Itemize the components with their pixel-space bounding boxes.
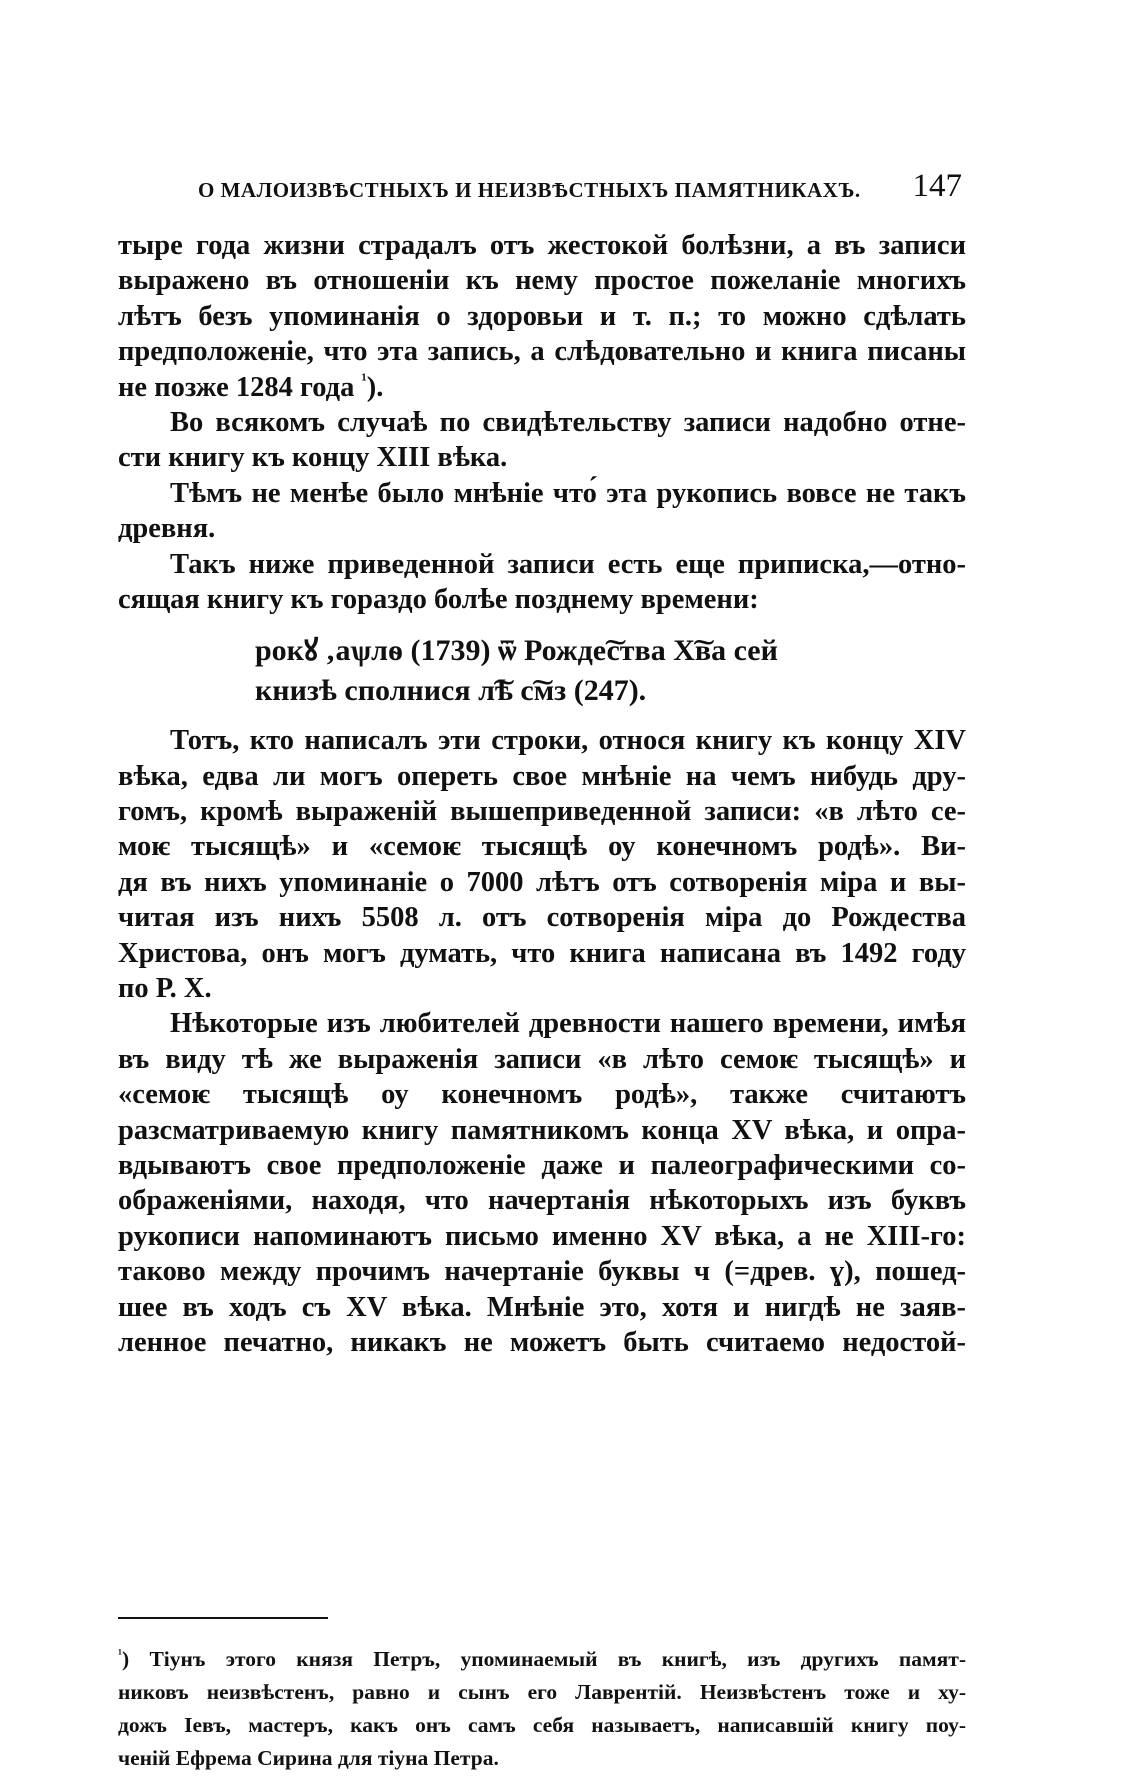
text-fragment: ) Тіунъ этого князя Петръ, упоминаемый въ книгѣ, изъ другихъ памят-	[122, 1647, 966, 1671]
footnote-line: ченій Ефрема Сирина для тіуна Петра.	[118, 1746, 499, 1770]
paragraph-5	[118, 723, 966, 1006]
text-line: «семоѥ тысящѣ оу конечномъ родѣ», также считаютъ	[118, 1079, 966, 1111]
text-line: по Р. Х.	[118, 973, 212, 1005]
quote-line: рокꙋ ‚аѱлѳ (1739) ѿ Рожде͠ства Х͠ва сей	[255, 634, 778, 668]
body-text	[118, 228, 966, 1360]
text-line: рукописи напоминаютъ письмо именно XV вѣка, а не XIII-го:	[118, 1220, 966, 1252]
text-line: дя въ нихъ упоминаніе о 7000 лѣтъ отъ сотворенія міра и вы-	[118, 866, 966, 898]
paragraph-4	[118, 547, 966, 618]
text-line: древня.	[118, 513, 216, 545]
paragraph-3	[118, 476, 966, 547]
text-line: Христова, онъ могъ думать, что книга написана въ 1492 году	[118, 937, 966, 969]
text-line: предположеніе, что эта запись, а слѣдовательно и книга писаны	[118, 336, 966, 368]
running-title: О МАЛОИЗВѢСТНЫХЪ И НЕИЗВѢСТНЫХЪ ПАМЯТНИКАХЪ.	[198, 178, 861, 202]
text-line: разсматриваемую книгу памятникомъ конца XV вѣка, и опра-	[118, 1114, 966, 1146]
running-head	[198, 168, 968, 208]
footnote-line: дожъ Іевъ, мастеръ, какъ онъ самъ себя называетъ, написавшій книгу поу-	[118, 1713, 966, 1737]
text-line: въ виду тѣ же выраженія записи «в лѣто семоѥ тысящѣ» и	[118, 1043, 966, 1075]
text-line: сящая книгу къ гораздо болѣе позднему времени:	[118, 583, 759, 615]
text-line: таково между прочимъ начертаніе буквы ч (=древ. ɣ), пошед-	[118, 1256, 966, 1288]
footnote-line	[118, 1643, 966, 1676]
text-line: вдываютъ свое предположеніе даже и палеографическими со-	[118, 1149, 966, 1181]
paragraph-1	[118, 228, 966, 405]
page-number: 147	[912, 168, 962, 204]
footnote	[118, 1643, 966, 1775]
paragraph-2	[118, 405, 966, 476]
text-line: Такъ ниже приведенной записи есть еще приписка,—отно-	[170, 548, 966, 580]
text-line	[118, 370, 966, 405]
text-line: моѥ тысящѣ» и «семоѥ тысящѣ оу конечномъ родѣ». Ви-	[118, 831, 966, 863]
text-line: ленное печатно, никакъ не можетъ быть считаемо недостой-	[118, 1326, 966, 1358]
text-line: выражено въ отношеніи къ нему простое пожеланіе многихъ	[118, 265, 966, 297]
text-line: вѣка, едва ли могъ опереть свое мнѣніе на чемъ нибудь дру-	[118, 760, 966, 792]
quote-line: книзѣ сполнися л͠ѣ с͠мз (247).	[255, 674, 647, 708]
text-line: гомъ, кромѣ выраженій вышеприведенной записи: «в лѣто се-	[118, 796, 966, 828]
footnote-mark: ¹	[118, 1645, 122, 1661]
text-line: лѣтъ безъ упоминанія о здоровьи и т. п.; то можно сдѣлать	[118, 300, 966, 332]
footnote-reference[interactable]: ¹	[361, 369, 367, 390]
text-line: Во всякомъ случаѣ по свидѣтельству записи надобно отне-	[170, 406, 966, 438]
text-line: читая изъ нихъ 5508 л. отъ сотворенія міра до Рождества	[118, 902, 966, 934]
text-line: Тотъ, кто написалъ эти строки, относя книгу къ концу XIV	[170, 725, 966, 757]
text-line: Нѣкоторые изъ любителей древности нашего времени, имѣя	[170, 1008, 966, 1040]
text-fragment: ).	[366, 371, 384, 403]
text-line: тыре года жизни страдалъ отъ жестокой болѣзни, а въ записи	[118, 230, 966, 261]
text-line: ображеніями, находя, что начертанія нѣкоторыхъ изъ буквъ	[118, 1185, 966, 1217]
text-line: шее въ ходъ съ XV вѣка. Мнѣніе это, хотя и нигдѣ не заяв-	[118, 1291, 966, 1323]
footnote-line: никовъ неизвѣстенъ, равно и сынъ его Лаврентій. Неизвѣстенъ тоже и ху-	[118, 1680, 966, 1704]
text-line: Тѣмъ не менѣе было мнѣніе что́ эта рукопись вовсе не такъ	[170, 477, 966, 509]
paragraph-6	[118, 1006, 966, 1360]
footnote-divider	[118, 1617, 328, 1619]
text-fragment: не позже 1284 года	[118, 371, 355, 403]
text-line: сти книгу къ концу XIII вѣка.	[118, 442, 508, 474]
quoted-inscription	[118, 631, 966, 711]
